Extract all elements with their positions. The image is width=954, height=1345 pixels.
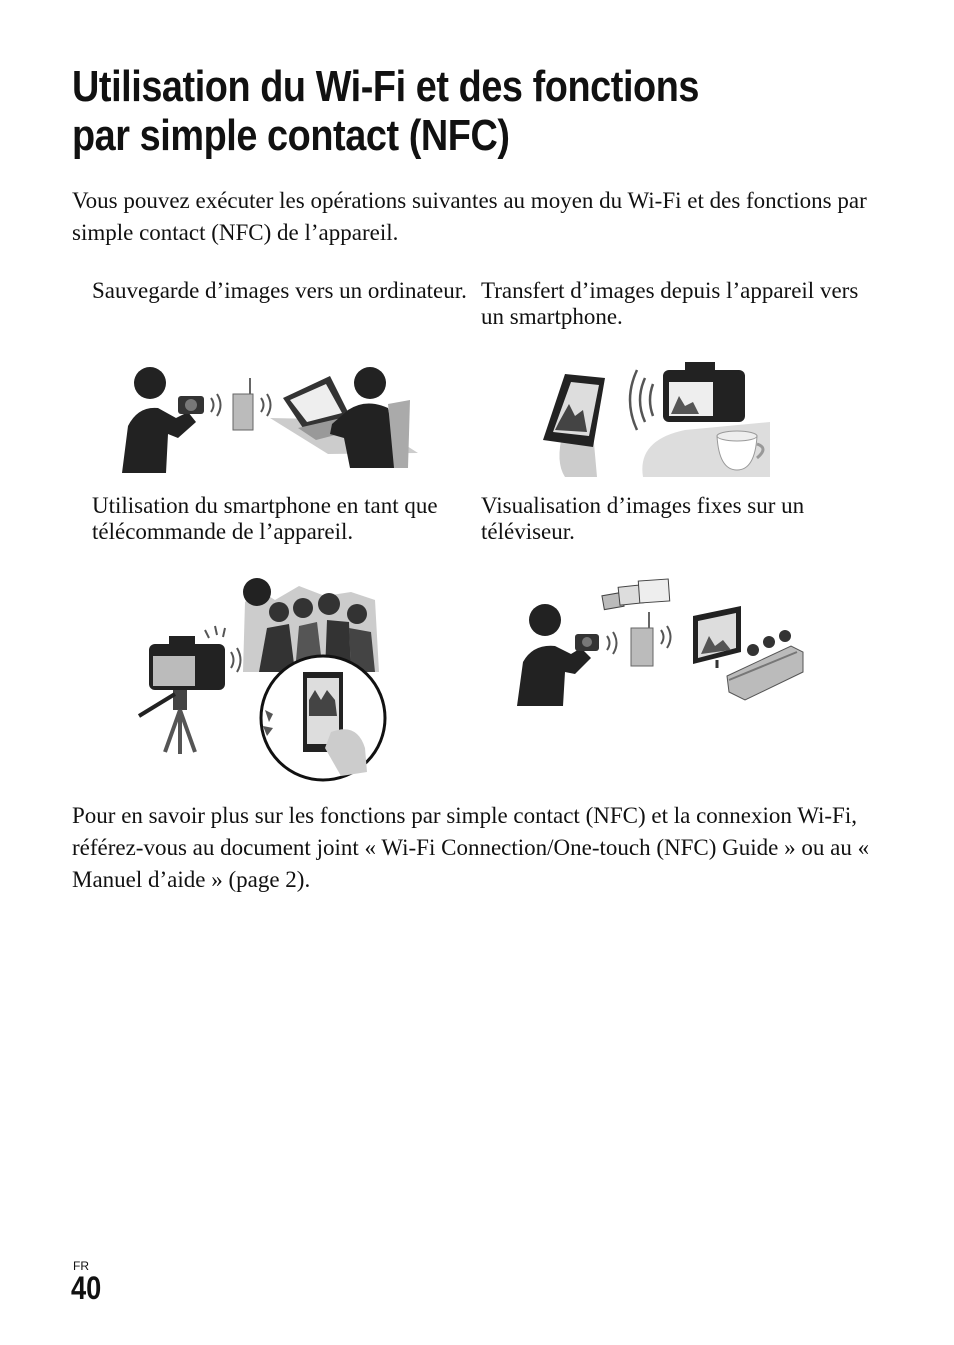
smartphone-remote-illustration (135, 572, 395, 787)
transfer-to-smartphone-illustration (535, 352, 775, 477)
feature-caption-smartphone-remote: Utilisation du smartphone en tant que télécommande de l’appareil. (92, 493, 438, 544)
page-title-line-1: Utilisation du Wi-Fi et des fonctions (72, 62, 700, 111)
feature-caption-save-to-computer: Sauvegarde d’images vers un ordinateur. (92, 278, 467, 303)
language-label: FR (73, 1259, 89, 1273)
outro-paragraph: Pour en savoir plus sur les fonctions par simple contact (NFC) et la connexion Wi-Fi, référez-vous au document joint « Wi-Fi Connection/One-touch (NFC) Guide » ou au « Manuel d’aide » (page 2). (72, 803, 870, 892)
feature-caption-view-on-tv: Visualisation d’images fixes sur un téléviseur. (481, 493, 805, 544)
intro-paragraph: Vous pouvez exécuter les opérations suivantes au moyen du Wi-Fi et des fonctions par simple contact (NFC) de l’appareil. (72, 188, 867, 245)
view-on-tv-illustration (515, 576, 810, 711)
save-to-computer-illustration (118, 358, 418, 473)
page-title (72, 62, 777, 160)
feature-caption-transfer-to-smartphone: Transfert d’images depuis l’appareil vers un smartphone. (481, 278, 859, 329)
page-number: 40 (71, 1270, 102, 1306)
page-title-line-2: par simple contact (NFC) (72, 111, 510, 160)
